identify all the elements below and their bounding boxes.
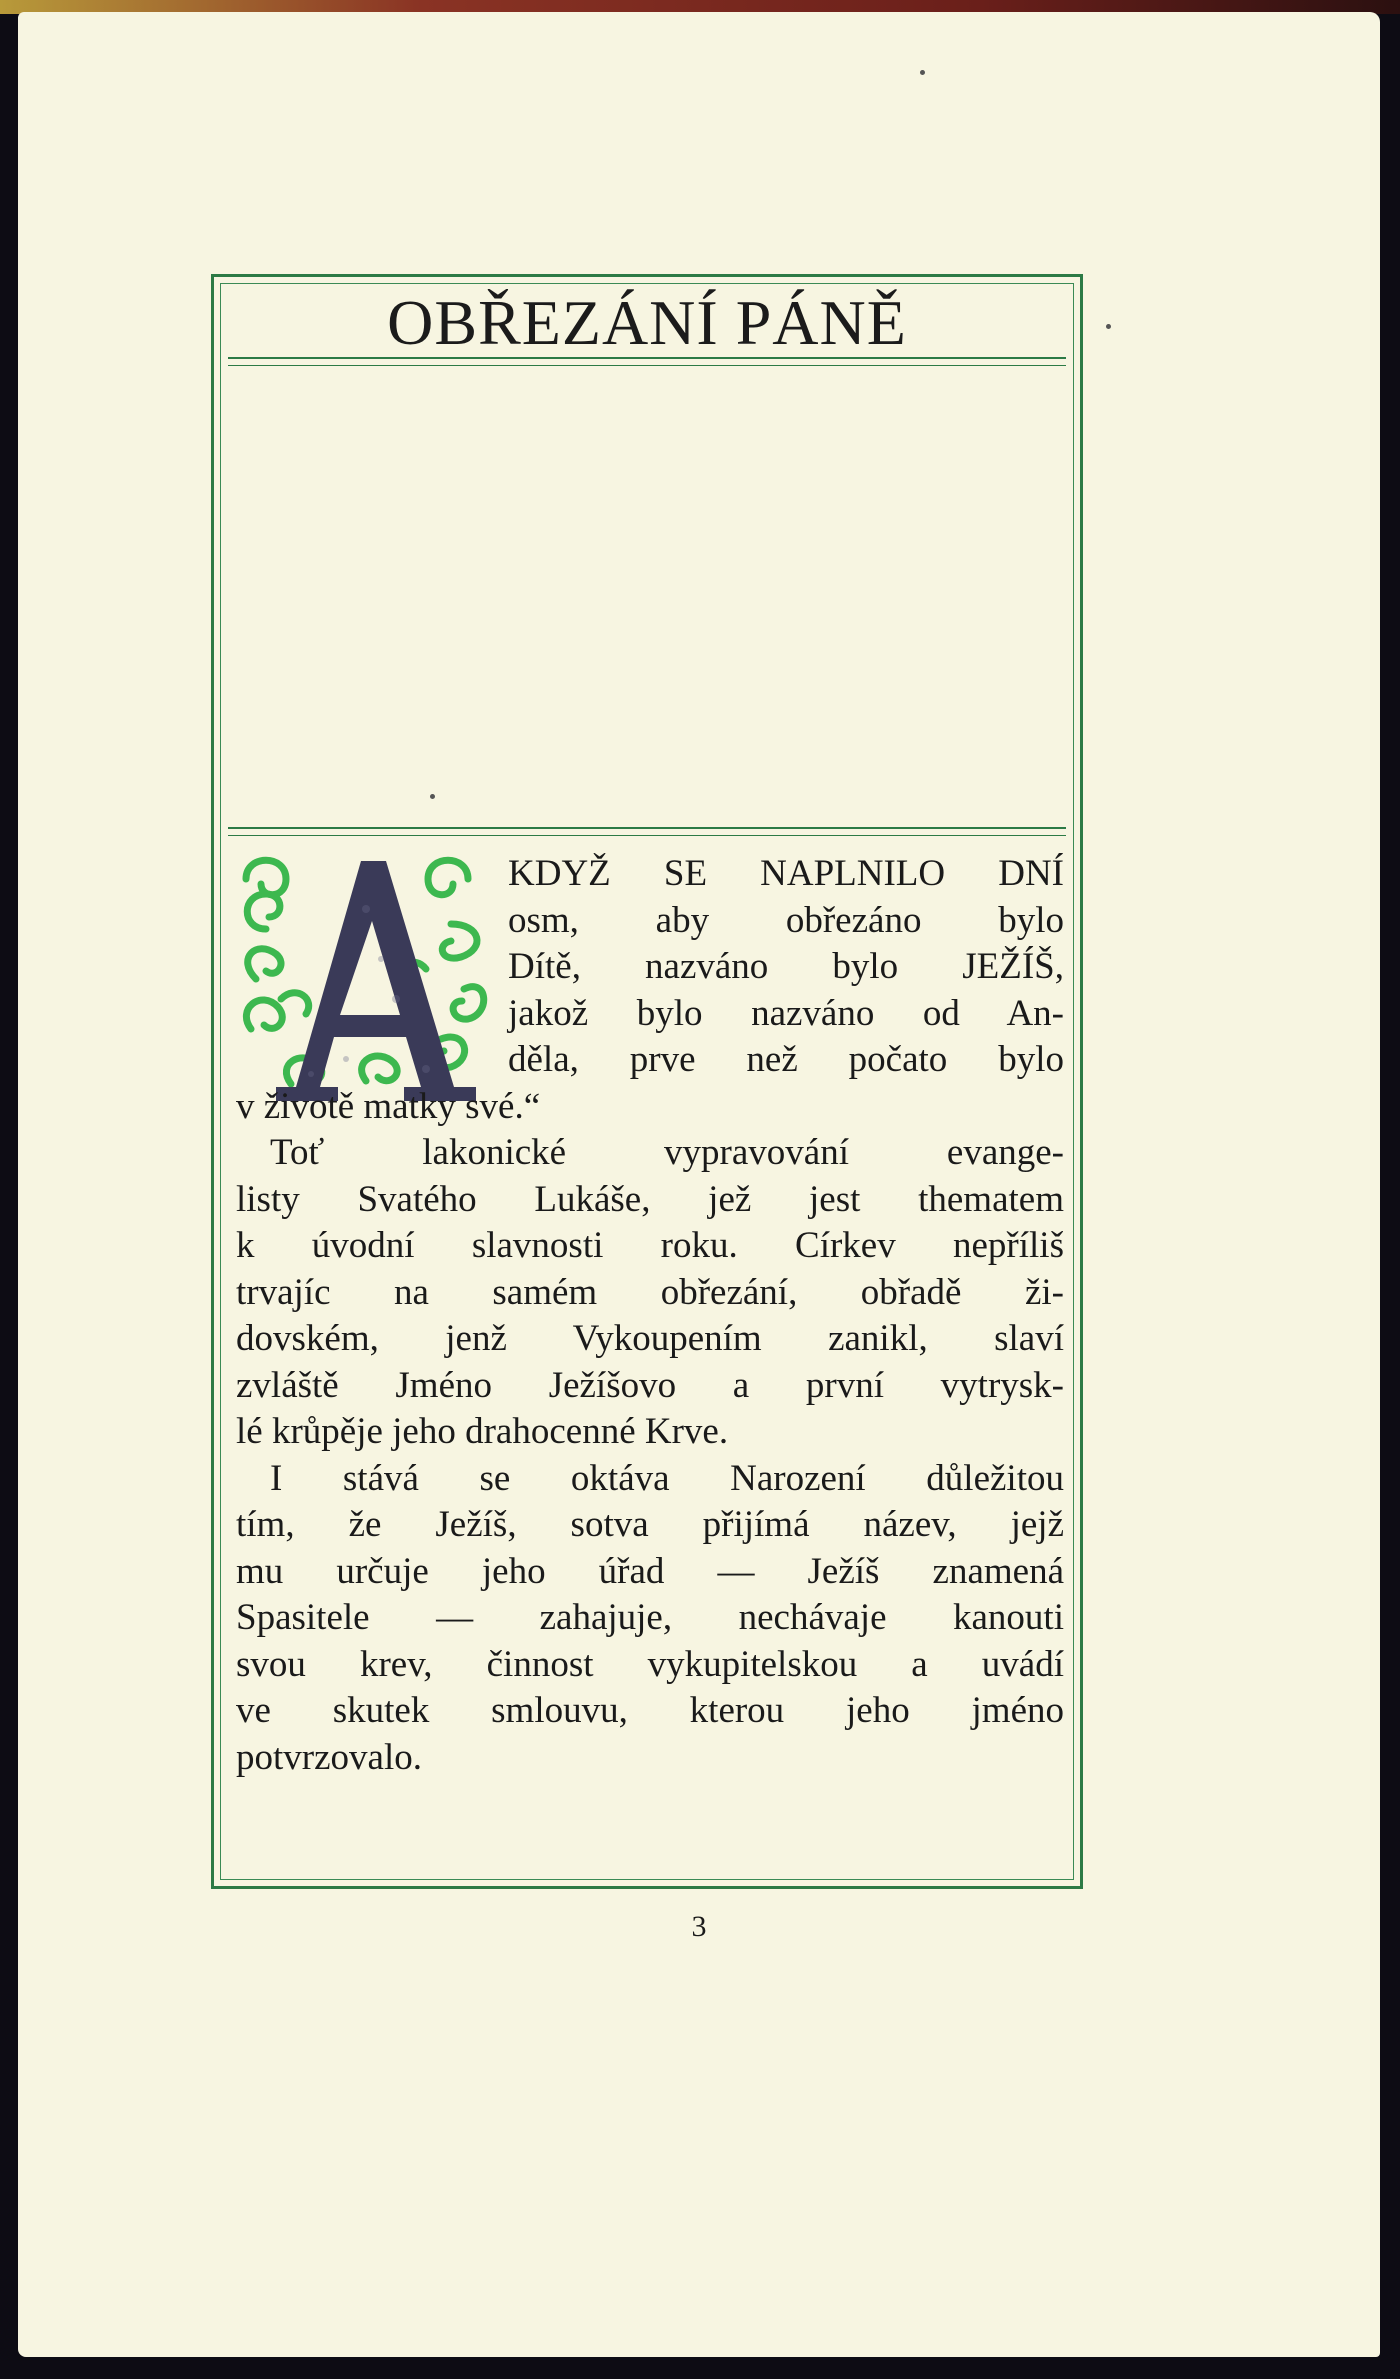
text-line: Toť lakonické vypravování evange- [270, 1132, 1064, 1173]
book-page [18, 12, 1380, 2357]
text-line: dovském, jenž Vykoupením zanikl, slaví [236, 1318, 1064, 1359]
text-frame [211, 274, 1083, 1889]
text-line: zvláště Jméno Ježíšovo a první vytrysk- [236, 1364, 1064, 1406]
text-line: svou krev, činnost vykupitelskou a uvádí [236, 1643, 1064, 1685]
text-line: tím, že Ježíš, sotva přijímá název, jejž [236, 1504, 1064, 1545]
title-rule [228, 357, 1066, 359]
text-line: mu určuje jeho úřad — Ježíš znamená [236, 1550, 1064, 1592]
page-title: OBŘEZÁNÍ PÁNĚ [387, 287, 907, 358]
speck [1106, 324, 1111, 329]
text-line: lé krůpěje jeho drahocenné Krve. [236, 1411, 729, 1452]
text-line: osm, aby obřezáno bylo [508, 899, 1064, 941]
text-line: Spasitele — zahajuje, nechávaje kanouti [236, 1597, 1064, 1638]
text-line: Dítě, nazváno bylo JEŽÍŠ, [508, 946, 1064, 987]
text-line: v životě matky své.“ [236, 1085, 541, 1127]
book-edge-bottom [0, 2357, 1400, 2379]
text-line: KDYŽ SE NAPLNILO DNÍ [508, 853, 1064, 894]
drop-cap-letter: A [268, 879, 269, 880]
page-number: 3 [691, 1910, 707, 1943]
text-line: I stává se oktáva Narození důležitou [270, 1457, 1064, 1499]
text-line: děla, prve než počato bylo [508, 1039, 1064, 1080]
paragraph-3 [236, 1456, 1064, 1782]
speck [920, 70, 925, 75]
text-line: potvrzovalo. [236, 1736, 422, 1778]
illustration-bottom-rule [228, 827, 1066, 829]
illustration-bottom-rule-thin [228, 835, 1066, 836]
text-line: k úvodní slavnosti roku. Církev nepříliš [236, 1225, 1064, 1266]
text-line: trvajíc na samém obřezání, obřadě ži- [236, 1271, 1064, 1313]
text-line: jakož bylo nazváno od An- [508, 992, 1064, 1034]
paragraph-2 [236, 1130, 1064, 1456]
text-line: listy Svatého Lukáše, jež jest thematem [236, 1178, 1064, 1220]
paragraph-1 [236, 851, 1064, 1130]
text-line: ve skutek smlouvu, kterou jeho jméno [236, 1690, 1064, 1731]
title-rule-thin [228, 365, 1066, 366]
body-text [236, 851, 1064, 1781]
